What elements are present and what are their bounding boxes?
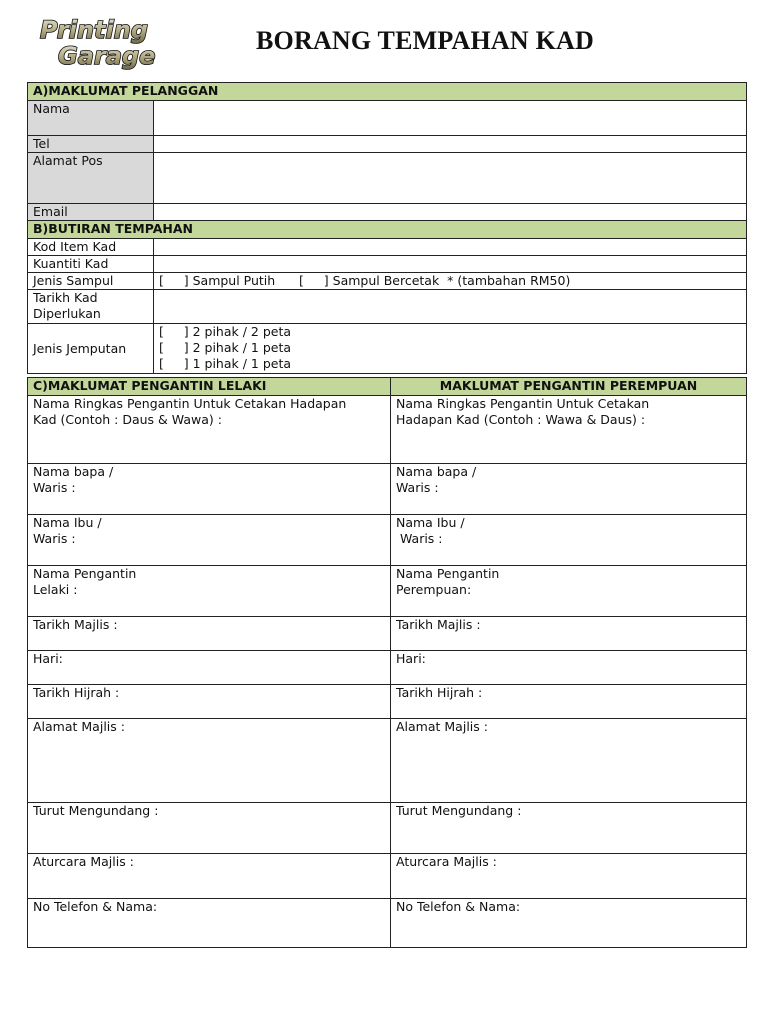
field-tarikh-kad[interactable]: [154, 290, 747, 324]
printing-garage-logo: [36, 14, 226, 70]
logo-text-line2: Garage: [58, 42, 156, 70]
jemputan-option-2: [ ] 2 pihak / 1 peta: [159, 340, 292, 355]
field-label: Nama Ringkas Pengantin Untuk Cetakan: [396, 396, 650, 411]
field-label: Aturcara Majlis :: [396, 854, 497, 869]
field-label: Lelaki :: [33, 582, 78, 597]
field-label: No Telefon & Nama:: [33, 899, 158, 914]
label-tarikh-kad: Tarikh Kad Diperlukan: [28, 290, 154, 324]
field-kod-item[interactable]: [154, 239, 747, 256]
sampul-options: [ ] Sampul Putih [ ] Sampul Bercetak * (tambahan RM50): [159, 273, 571, 288]
field-jenis-sampul[interactable]: [154, 273, 747, 290]
table-row: [28, 685, 747, 719]
groom-turut-mengundang-field[interactable]: [28, 803, 391, 854]
bride-hari-field[interactable]: [391, 651, 747, 685]
field-label: Perempuan:: [396, 582, 472, 597]
label-kuantiti: Kuantiti Kad: [28, 256, 154, 273]
groom-tarikh-hijrah-field[interactable]: [28, 685, 391, 719]
field-label: Nama Pengantin: [33, 566, 137, 581]
bride-tarikh-majlis-field[interactable]: [391, 617, 747, 651]
table-row: [28, 464, 747, 515]
label-jenis-sampul: Jenis Sampul: [28, 273, 154, 290]
bride-no-telefon-field[interactable]: [391, 899, 747, 948]
jemputan-option-3: [ ] 1 pihak / 1 peta: [159, 356, 292, 371]
bride-nama-ibu-field[interactable]: [391, 515, 747, 566]
table-row: [28, 719, 747, 803]
groom-nama-pengantin-field[interactable]: [28, 566, 391, 617]
field-label: Hari:: [396, 651, 426, 666]
field-label: Tarikh Majlis :: [396, 617, 481, 632]
field-label: Tarikh Hijrah :: [33, 685, 120, 700]
field-label: Waris :: [33, 531, 76, 546]
field-label: Tarikh Hijrah :: [396, 685, 483, 700]
page-title: BORANG TEMPAHAN KAD: [256, 26, 594, 55]
field-label: Waris :: [33, 480, 76, 495]
bride-groom-table: [27, 377, 747, 948]
field-label: Nama Ringkas Pengantin Untuk Cetakan Hadapan: [33, 396, 347, 411]
bride-tarikh-hijrah-field[interactable]: [391, 685, 747, 719]
field-label: Waris :: [396, 531, 443, 546]
label-tel: Tel: [28, 136, 154, 153]
field-label: Alamat Majlis :: [33, 719, 125, 734]
field-label: Tarikh Majlis :: [33, 617, 118, 632]
table-row: [28, 899, 747, 948]
field-label: Turut Mengundang :: [396, 803, 522, 818]
groom-tarikh-majlis-field[interactable]: [28, 617, 391, 651]
bride-aturcara-majlis-field[interactable]: [391, 854, 747, 899]
bride-nama-bapa-field[interactable]: [391, 464, 747, 515]
field-nama[interactable]: [154, 101, 747, 136]
groom-hari-field[interactable]: [28, 651, 391, 685]
table-row: [28, 651, 747, 685]
field-label: Kad (Contoh : Daus & Wawa) :: [33, 412, 222, 427]
groom-nama-ibu-field[interactable]: [28, 515, 391, 566]
label-nama: Nama: [28, 101, 154, 136]
label-kod-item: Kod Item Kad: [28, 239, 154, 256]
logo-text-line1: Printing: [40, 16, 148, 44]
field-label: Nama bapa /: [33, 464, 114, 479]
field-label: Nama Ibu /: [396, 515, 465, 530]
label-email: Email: [28, 204, 154, 221]
table-row: [28, 617, 747, 651]
field-label: Turut Mengundang :: [33, 803, 159, 818]
groom-alamat-majlis-field[interactable]: [28, 719, 391, 803]
jemputan-option-1: [ ] 2 pihak / 2 peta: [159, 324, 292, 339]
field-label: Nama Pengantin: [396, 566, 500, 581]
section-c-header-right: MAKLUMAT PENGANTIN PEREMPUAN: [391, 378, 747, 396]
label-jenis-jemputan: Jenis Jemputan: [28, 324, 154, 374]
field-alamat[interactable]: [154, 153, 747, 204]
label-alamat: Alamat Pos: [28, 153, 154, 204]
field-label: Alamat Majlis :: [396, 719, 488, 734]
groom-nama-ringkas-field[interactable]: [28, 396, 391, 464]
bride-nama-pengantin-field[interactable]: [391, 566, 747, 617]
table-row: [28, 566, 747, 617]
field-kuantiti[interactable]: [154, 256, 747, 273]
bride-turut-mengundang-field[interactable]: [391, 803, 747, 854]
bride-alamat-majlis-field[interactable]: [391, 719, 747, 803]
field-label: Nama bapa /: [396, 464, 477, 479]
section-a-header: A)MAKLUMAT PELANGGAN: [28, 83, 747, 101]
field-tel[interactable]: [154, 136, 747, 153]
table-row: [28, 396, 747, 464]
field-label: No Telefon & Nama:: [396, 899, 521, 914]
customer-order-table: [27, 82, 747, 374]
table-row: [28, 515, 747, 566]
section-b-header: B)BUTIRAN TEMPAHAN: [28, 221, 747, 239]
groom-nama-bapa-field[interactable]: [28, 464, 391, 515]
field-email[interactable]: [154, 204, 747, 221]
section-c-header-left: C)MAKLUMAT PENGANTIN LELAKI: [28, 378, 391, 396]
field-label: Hari:: [33, 651, 63, 666]
field-label: Aturcara Majlis :: [33, 854, 134, 869]
bride-nama-ringkas-field[interactable]: [391, 396, 747, 464]
field-label: Waris :: [396, 480, 439, 495]
field-jenis-jemputan[interactable]: [154, 324, 747, 374]
table-row: [28, 854, 747, 899]
groom-no-telefon-field[interactable]: [28, 899, 391, 948]
field-label: Nama Ibu /: [33, 515, 102, 530]
groom-aturcara-majlis-field[interactable]: [28, 854, 391, 899]
table-row: [28, 803, 747, 854]
field-label: Hadapan Kad (Contoh : Wawa & Daus) :: [396, 412, 646, 427]
